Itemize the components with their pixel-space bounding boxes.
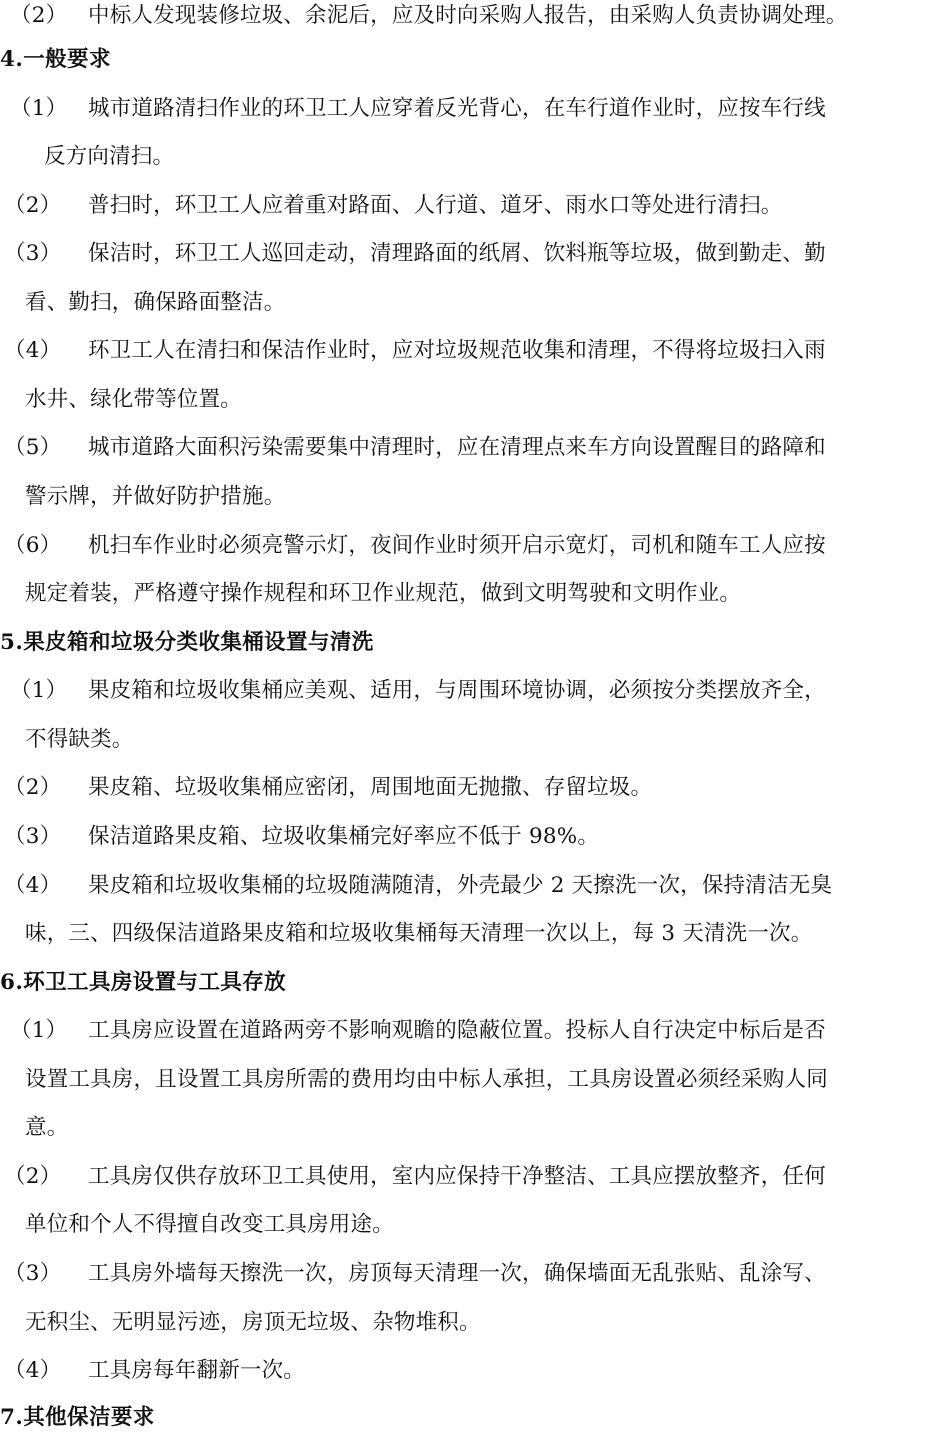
item-text: 不得缺类。 <box>25 727 134 752</box>
item-number: （3） <box>4 1261 62 1286</box>
item-text: 警示牌，并做好防护措施。 <box>25 484 286 509</box>
item-text: 反方向清扫。 <box>44 144 175 169</box>
item-number: （4） <box>4 1358 62 1383</box>
item-text: 普扫时，环卫工人应着重对路面、人行道、道牙、雨水口等处进行清扫。 <box>88 193 783 218</box>
item-text: 城市道路大面积污染需要集中清理时，应在清理点来车方向设置醒目的路障和 <box>88 435 826 460</box>
item-text: 工具房应设置在道路两旁不影响观瞻的隐蔽位置。投标人自行决定中标后是否 <box>88 1018 826 1043</box>
item-text: 环卫工人在清扫和保洁作业时，应对垃圾规范收集和清理，不得将垃圾扫入雨 <box>88 338 826 363</box>
section-heading-7: 7.其他保洁要求 <box>0 1405 155 1430</box>
item-text: 工具房仅供存放环卫工具使用，室内应保持干净整洁、工具应摆放整齐，任何 <box>88 1164 826 1189</box>
item-number: （5） <box>4 435 62 460</box>
item-text: 单位和个人不得擅自改变工具房用途。 <box>25 1212 394 1237</box>
item-number: （1） <box>10 678 68 703</box>
section-heading-4: 4.一般要求 <box>0 47 111 72</box>
item-number: （2） <box>4 193 62 218</box>
item-text: 设置工具房，且设置工具房所需的费用均由中标人承担，工具房设置必须经采购人同 <box>25 1067 828 1092</box>
item-number: （2） <box>4 1164 62 1189</box>
item-text: 果皮箱和垃圾收集桶的垃圾随满随清，外壳最少 2 天擦洗一次，保持清洁无臭 <box>88 873 833 898</box>
item-text: 看、勤扫，确保路面整洁。 <box>25 290 286 315</box>
item-text: 工具房外墙每天擦洗一次，房顶每天清理一次，确保墙面无乱张贴、乱涂写、 <box>88 1261 826 1286</box>
section-heading-5: 5.果皮箱和垃圾分类收集桶设置与清洗 <box>0 630 374 655</box>
item-text: 机扫车作业时必须亮警示灯，夜间作业时须开启示宽灯，司机和随车工人应按 <box>88 533 826 558</box>
item-text: 水井、绿化带等位置。 <box>25 387 243 412</box>
item-number: （1） <box>10 96 68 121</box>
section-heading-6: 6.环卫工具房设置与工具存放 <box>0 970 287 995</box>
item-number: （4） <box>4 873 62 898</box>
item-text: 味，三、四级保洁道路果皮箱和垃圾收集桶每天清理一次以上，每 3 天清洗一次。 <box>25 921 813 946</box>
item-text: 无积尘、无明显污迹，房顶无垃圾、杂物堆积。 <box>25 1310 481 1335</box>
item-number: （4） <box>4 338 62 363</box>
item-text: 意。 <box>25 1115 69 1140</box>
item-number: （2） <box>10 3 68 28</box>
item-text: 保洁道路果皮箱、垃圾收集桶完好率应不低于 98%。 <box>88 824 600 849</box>
item-text: 果皮箱和垃圾收集桶应美观、适用，与周围环境协调，必须按分类摆放齐全， <box>88 678 826 703</box>
item-number: （3） <box>4 824 62 849</box>
item-number: （1） <box>10 1018 68 1043</box>
item-text: 城市道路清扫作业的环卫工人应穿着反光背心，在车行道作业时，应按车行线 <box>88 96 826 121</box>
item-number: （6） <box>4 533 62 558</box>
item-text: 中标人发现装修垃圾、余泥后，应及时向采购人报告，由采购人负责协调处理。 <box>88 3 848 28</box>
item-text: 工具房每年翻新一次。 <box>88 1358 306 1383</box>
item-text: 保洁时，环卫工人巡回走动，清理路面的纸屑、饮料瓶等垃圾，做到勤走、勤 <box>88 241 826 266</box>
item-text: 规定着装，严格遵守操作规程和环卫作业规范，做到文明驾驶和文明作业。 <box>25 581 742 606</box>
item-number: （2） <box>4 775 62 800</box>
item-text: 果皮箱、垃圾收集桶应密闭，周围地面无抛撒、存留垃圾。 <box>88 775 653 800</box>
item-number: （3） <box>4 241 62 266</box>
